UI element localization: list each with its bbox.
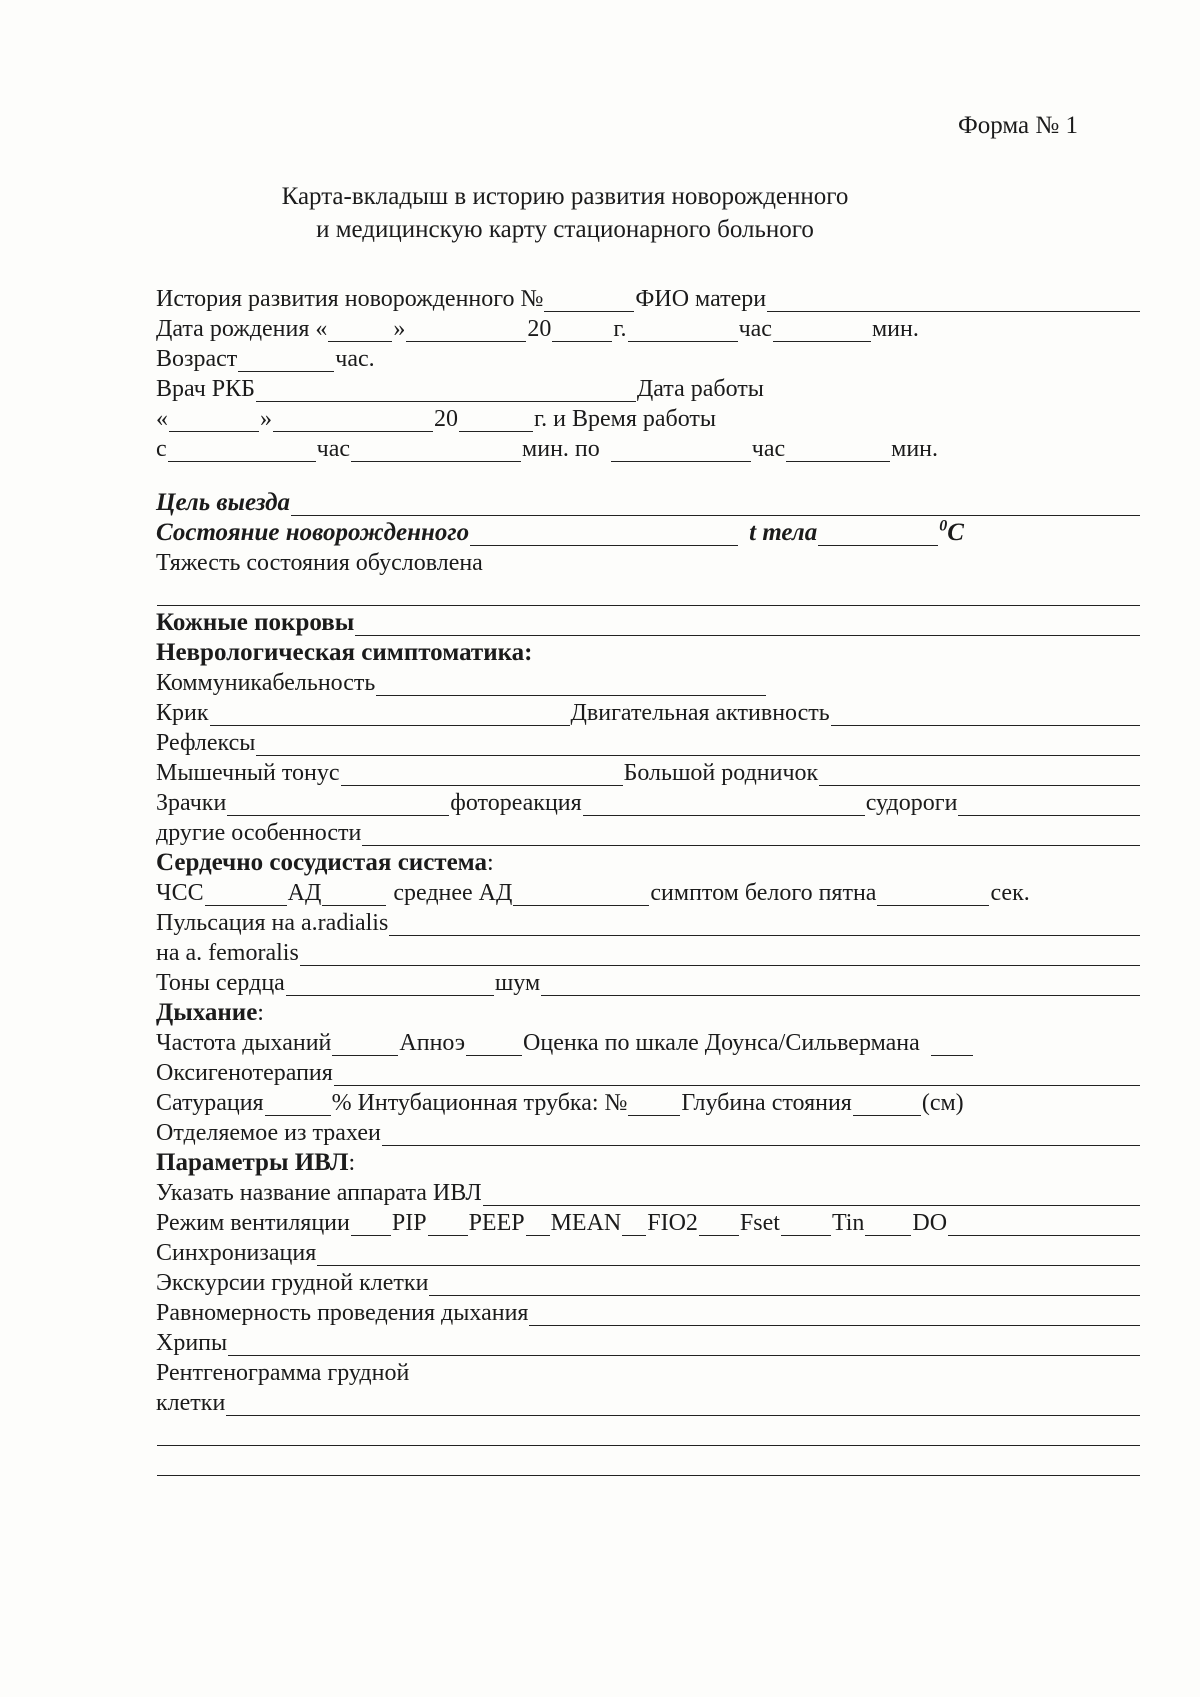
label-muscle-tone: Мышечный тонус (156, 760, 340, 786)
field-other-features[interactable] (362, 823, 1140, 846)
row-oxygen (156, 1056, 1141, 1086)
label-oxygen: Оксигенотерапия (156, 1060, 333, 1086)
field-xray-extra-2[interactable] (157, 1453, 1140, 1476)
field-goal[interactable] (291, 493, 1140, 516)
field-newborn-state[interactable] (470, 523, 738, 546)
row-pulse-radialis (156, 906, 1141, 936)
row-communicability (156, 666, 1141, 696)
field-seizures[interactable] (958, 793, 1140, 816)
form-body (156, 282, 1141, 1476)
field-vent-mode[interactable] (351, 1213, 391, 1236)
field-depth[interactable] (853, 1093, 921, 1116)
label-fio2: FIO2 (647, 1210, 698, 1236)
field-doctor[interactable] (256, 379, 636, 402)
field-birth-day[interactable] (328, 319, 392, 342)
label-min: мин. (871, 316, 919, 342)
label-work-time: г. и Время работы (534, 406, 717, 432)
field-resp-rate[interactable] (332, 1033, 398, 1056)
label-photoreaction: фотореакция (450, 790, 582, 816)
field-birth-hour[interactable] (628, 319, 738, 342)
field-tube-number[interactable] (628, 1093, 680, 1116)
heading-neuro: Неврологическая симптоматика: (156, 639, 533, 666)
field-tin[interactable] (865, 1213, 911, 1236)
row-work-time (156, 432, 1141, 462)
label-motor: Двигательная активность (570, 700, 830, 726)
field-severity[interactable] (157, 583, 1140, 606)
label-bp: АД (287, 880, 322, 906)
field-saturation[interactable] (265, 1093, 331, 1116)
label-temp-sup: 0 (939, 517, 948, 535)
label-uniformity: Равномерность проведения дыхания (156, 1300, 529, 1326)
field-motor[interactable] (831, 703, 1140, 726)
label-seizures: судороги (865, 790, 958, 816)
label-fset: Fset (739, 1210, 780, 1236)
label-sec: сек. (990, 880, 1030, 906)
label-mean: MEAN (550, 1210, 622, 1236)
row-birth-date (156, 312, 1141, 342)
row-skin (156, 606, 1141, 636)
label-history-no: История развития новорожденного № (156, 286, 544, 312)
label-close-quote: » (393, 316, 406, 342)
label-work-date: Дата работы (636, 376, 764, 402)
label-age: Возраст (156, 346, 238, 372)
field-tracheal[interactable] (382, 1123, 1140, 1146)
row-femoralis (156, 936, 1141, 966)
label-from: с (156, 436, 167, 462)
row-xray-blank-1 (156, 1416, 1141, 1446)
label-hr: ЧСС (156, 880, 204, 906)
field-work-day[interactable] (169, 409, 259, 432)
label-tracheal: Отделяемое из трахеи (156, 1120, 381, 1146)
label-noise: шум (494, 970, 541, 996)
field-work-year[interactable] (459, 409, 533, 432)
label-age-unit: час. (335, 346, 375, 372)
field-bp[interactable] (322, 883, 386, 906)
label-open-quote: « (156, 406, 168, 432)
label-severity: Тяжесть состояния обусловлена (156, 550, 483, 576)
label-hour-2: час (316, 436, 351, 462)
field-apnea[interactable] (466, 1033, 522, 1056)
label-close-quote-2: » (260, 406, 272, 432)
field-fio2[interactable] (699, 1213, 739, 1236)
field-photoreaction[interactable] (583, 793, 865, 816)
heading-breathing: Дыхание (156, 999, 258, 1026)
label-xray-1: Рентгенограмма грудной (156, 1360, 410, 1386)
field-birth-month[interactable] (406, 319, 526, 342)
field-from-min[interactable] (351, 439, 521, 462)
label-xray-2: клетки (156, 1390, 226, 1416)
field-muscle-tone[interactable] (341, 763, 623, 786)
row-reflexes (156, 726, 1141, 756)
label-cry: Крик (156, 700, 209, 726)
field-to-min[interactable] (786, 439, 890, 462)
label-doctor: Врач РКБ (156, 376, 255, 402)
label-pupils: Зрачки (156, 790, 227, 816)
row-severity (156, 546, 1141, 576)
row-history (156, 282, 1141, 312)
field-uniformity[interactable] (529, 1303, 1140, 1326)
row-other-features (156, 816, 1141, 846)
row-breathing-heading (156, 996, 1141, 1026)
field-from-hour[interactable] (168, 439, 316, 462)
label-heart-tones: Тоны сердца (156, 970, 285, 996)
row-doctor (156, 372, 1141, 402)
field-do[interactable] (948, 1213, 1140, 1236)
row-newborn-state (156, 516, 1141, 546)
row-xray-blank-2 (156, 1446, 1141, 1476)
field-history-no[interactable] (544, 289, 634, 312)
label-ivl-device: Указать название аппарата ИВЛ (156, 1180, 482, 1206)
label-hour: час (738, 316, 772, 342)
label-temp-c: C (947, 519, 964, 546)
heading-breathing-colon: : (257, 1000, 264, 1026)
label-apnea: Апноэ (399, 1030, 466, 1056)
label-skin: Кожные покровы (156, 609, 355, 636)
row-saturation (156, 1086, 1141, 1116)
row-neuro-heading (156, 636, 1141, 666)
field-to-hour[interactable] (611, 439, 751, 462)
row-pupils (156, 786, 1141, 816)
row-tracheal (156, 1116, 1141, 1146)
label-min-to: мин. по (522, 436, 600, 462)
field-pulse-radialis[interactable] (389, 913, 1140, 936)
row-goal (156, 484, 1141, 516)
heading-cardio: Сердечно сосудистая система (156, 849, 488, 876)
label-goal: Цель выезда (156, 489, 291, 516)
label-vent-mode: Режим вентиляции (156, 1210, 350, 1236)
field-body-temp[interactable] (818, 523, 938, 546)
label-body-temp: t тела (749, 519, 818, 546)
field-hr[interactable] (205, 883, 287, 906)
row-resp-rate (156, 1026, 1141, 1056)
field-reflexes[interactable] (256, 733, 1140, 756)
field-mean-bp[interactable] (513, 883, 649, 906)
form-title (0, 180, 1130, 246)
field-cry[interactable] (210, 703, 570, 726)
field-birth-min[interactable] (773, 319, 871, 342)
row-cardio-heading (156, 846, 1141, 876)
heading-cardio-colon: : (487, 850, 494, 876)
row-uniformity (156, 1296, 1141, 1326)
field-ivl-device[interactable] (483, 1183, 1140, 1206)
row-vent-mode (156, 1206, 1141, 1236)
row-chest-exc (156, 1266, 1141, 1296)
label-chest-exc: Экскурсии грудной клетки (156, 1270, 429, 1296)
row-sync (156, 1236, 1141, 1266)
label-pip: PIP (391, 1210, 427, 1236)
field-fset[interactable] (781, 1213, 831, 1236)
label-reflexes: Рефлексы (156, 730, 256, 756)
field-skin[interactable] (355, 613, 1140, 636)
title-line-2: и медицинскую карту стационарного больного (316, 216, 814, 243)
label-communicability: Коммуникабельность (156, 670, 376, 696)
form-number: Форма № 1 (958, 112, 1078, 139)
field-sync[interactable] (317, 1243, 1140, 1266)
label-birth-date: Дата рождения « (156, 316, 328, 342)
field-white-spot[interactable] (877, 883, 989, 906)
field-mother-name[interactable] (767, 289, 1140, 312)
heading-ivl-colon: : (348, 1150, 356, 1176)
field-oxygen[interactable] (334, 1063, 1140, 1086)
row-muscle-tone (156, 756, 1141, 786)
field-mean[interactable] (622, 1213, 646, 1236)
label-min-2: мин. (891, 436, 938, 462)
field-xray[interactable] (226, 1393, 1140, 1416)
label-temp-unit (939, 517, 964, 546)
row-work-date (156, 402, 1141, 432)
field-pip[interactable] (428, 1213, 468, 1236)
row-rales (156, 1326, 1141, 1356)
field-work-month[interactable] (273, 409, 433, 432)
row-heart-tones (156, 966, 1141, 996)
label-mean-bp: среднее АД (393, 880, 513, 906)
title-line-1: Карта-вкладыш в историю развития новорожденного (281, 183, 849, 210)
field-rales[interactable] (228, 1333, 1140, 1356)
row-cry (156, 696, 1141, 726)
field-downes[interactable] (931, 1033, 973, 1056)
label-peep: PEEP (468, 1210, 525, 1236)
heading-ivl: Параметры ИВЛ (156, 1149, 349, 1176)
label-tin: Tin (831, 1210, 865, 1236)
label-rales: Хрипы (156, 1330, 228, 1356)
label-fontanelle: Большой родничок (623, 760, 819, 786)
field-xray-extra-1[interactable] (157, 1423, 1140, 1446)
row-severity-blank (156, 576, 1141, 606)
field-femoralis[interactable] (300, 943, 1140, 966)
label-mother-name: ФИО матери (635, 286, 767, 312)
row-hr (156, 876, 1141, 906)
label-intubation: % Интубационная трубка: № (331, 1090, 628, 1116)
label-femoralis: на а. femoralis (156, 940, 299, 966)
field-pupils[interactable] (227, 793, 449, 816)
label-year-prefix: 20 (527, 316, 552, 342)
field-peep[interactable] (526, 1213, 550, 1236)
row-xray-2 (156, 1386, 1141, 1416)
field-noise[interactable] (541, 973, 1140, 996)
row-ivl-heading (156, 1146, 1141, 1176)
label-newborn-state: Состояние новорожденного (156, 519, 470, 546)
label-depth: Глубина стояния (681, 1090, 852, 1116)
label-saturation: Сатурация (156, 1090, 264, 1116)
label-hour-3: час (751, 436, 786, 462)
row-xray-1 (156, 1356, 1141, 1386)
field-fontanelle[interactable] (819, 763, 1140, 786)
label-resp-rate: Частота дыханий (156, 1030, 332, 1056)
label-downes: Оценка по шкале Доунса/Сильвермана (523, 1030, 920, 1056)
row-age (156, 342, 1141, 372)
row-ivl-device (156, 1176, 1141, 1206)
field-chest-exc[interactable] (429, 1273, 1140, 1296)
field-age[interactable] (238, 349, 334, 372)
label-pulse-radialis: Пульсация на a.radialis (156, 910, 389, 936)
label-cm: (см) (921, 1090, 964, 1116)
label-do: DO (912, 1210, 948, 1236)
label-white-spot: симптом белого пятна (650, 880, 877, 906)
field-heart-tones[interactable] (286, 973, 494, 996)
field-communicability[interactable] (376, 673, 766, 696)
label-year-suffix: г. (613, 316, 627, 342)
label-sync: Синхронизация (156, 1240, 317, 1266)
label-other-features: другие особенности (156, 820, 362, 846)
field-birth-year[interactable] (552, 319, 612, 342)
label-year-prefix-2: 20 (434, 406, 458, 432)
